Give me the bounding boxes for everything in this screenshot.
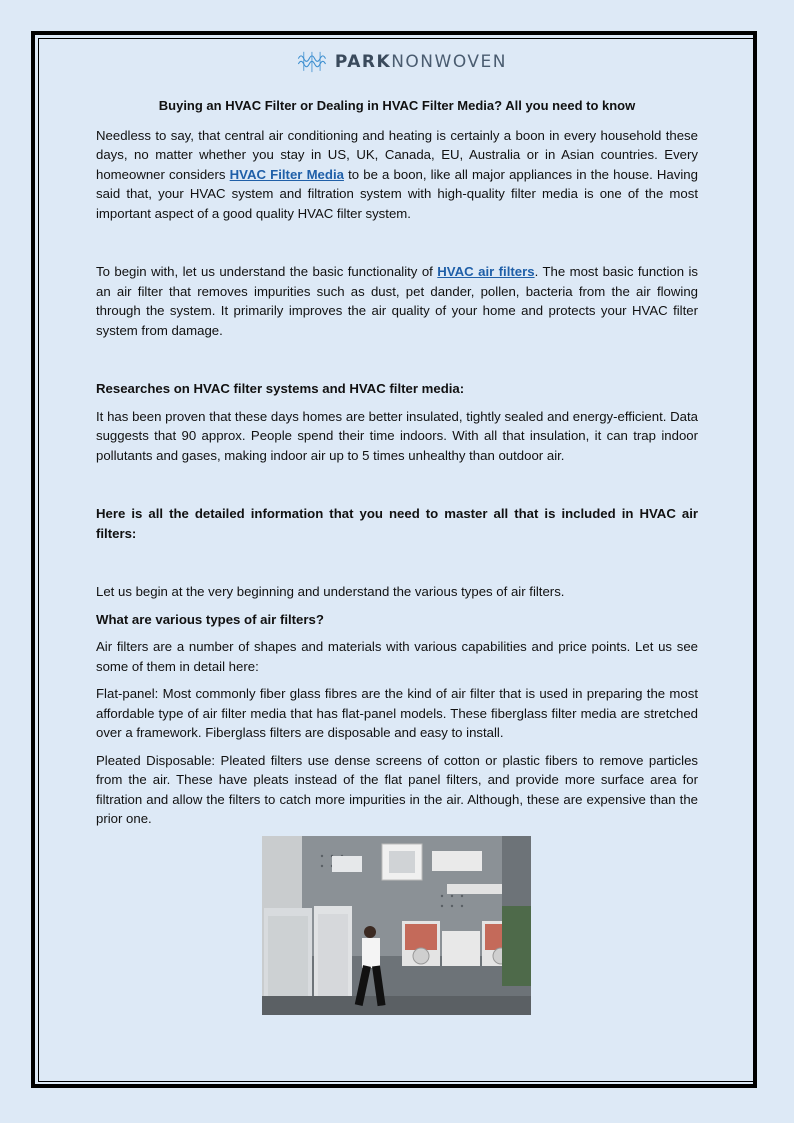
- page-title: Buying an HVAC Filter or Dealing in HVAC Filter Media? All you need to know: [158, 98, 636, 113]
- hvac-air-filters-link[interactable]: HVAC air filters: [437, 264, 535, 279]
- types-heading: What are various types of air filters?: [96, 611, 324, 627]
- types-overview-paragraph: Air filters are a number of shapes and materials with various capabilities and price points. Let us see some of them in detail here:: [96, 639, 698, 674]
- flat-panel-paragraph: Flat-panel: Most commonly fiber glass fibres are the kind of air filter that is used in preparing the most affordable type of air filter media that has flat-panel models. These fiberglass filter media are stretched over a framework. Fiberglass filters are disposable and easy to install.: [96, 686, 698, 740]
- logo-waves-icon: [297, 45, 327, 79]
- detailed-info-heading: Here is all the detailed information that you need to master all that is included in HVAC air filters:: [96, 506, 698, 541]
- document-body: [96, 96, 698, 829]
- intro-paragraph: Needless to say, that central air conditioning and heating is certainly a boon in every household these days, no matter whether you stay in US, UK, Canada, EU, Australia or in Asian countries. Every homeowner considers HVAC Filter Media to be a boon, like all major appliances in the house. Having said that, your HVAC system and filtration system with high-quality filter media is one of the most important aspect of a good quality HVAC filter system.: [96, 127, 698, 221]
- research-paragraph: It has been proven that these days homes are better insulated, tightly sealed and energy-efficient. Data suggests that 90 approx. People spend their time indoors. With all that insulation, it can trap indoor pollutants and gases, making indoor air up to 5 times unhealthy than outdoor air.: [96, 408, 698, 463]
- types-intro-paragraph: Let us begin at the very beginning and understand the various types of air filters.: [96, 584, 565, 599]
- functionality-paragraph: To begin with, let us understand the basic functionality of HVAC air filters. The most basic function is an air filter that removes impurities such as dust, pet dander, pollen, bacteria from the air flowing through the system. It primarily improves the air quality of your home and protects your HVAC filter system from damage.: [96, 264, 698, 338]
- hvac-filter-media-link[interactable]: HVAC Filter Media: [229, 166, 344, 182]
- research-heading: Researches on HVAC filter systems and HVAC filter media:: [96, 381, 465, 396]
- logo-wordmark: PARKNONWOVEN: [334, 52, 507, 72]
- pleated-paragraph: Pleated Disposable: Pleated filters use dense screens of cotton or plastic fibers to remove particles from the air. These have pleats instead of the flat panel filters, and provide more surface area for filtration and allow the filters to catch more impurities in the air. Although, these are expensive than the prior one.: [96, 752, 698, 826]
- hvac-units-photo: [262, 836, 531, 1015]
- brand-logo: [297, 44, 507, 80]
